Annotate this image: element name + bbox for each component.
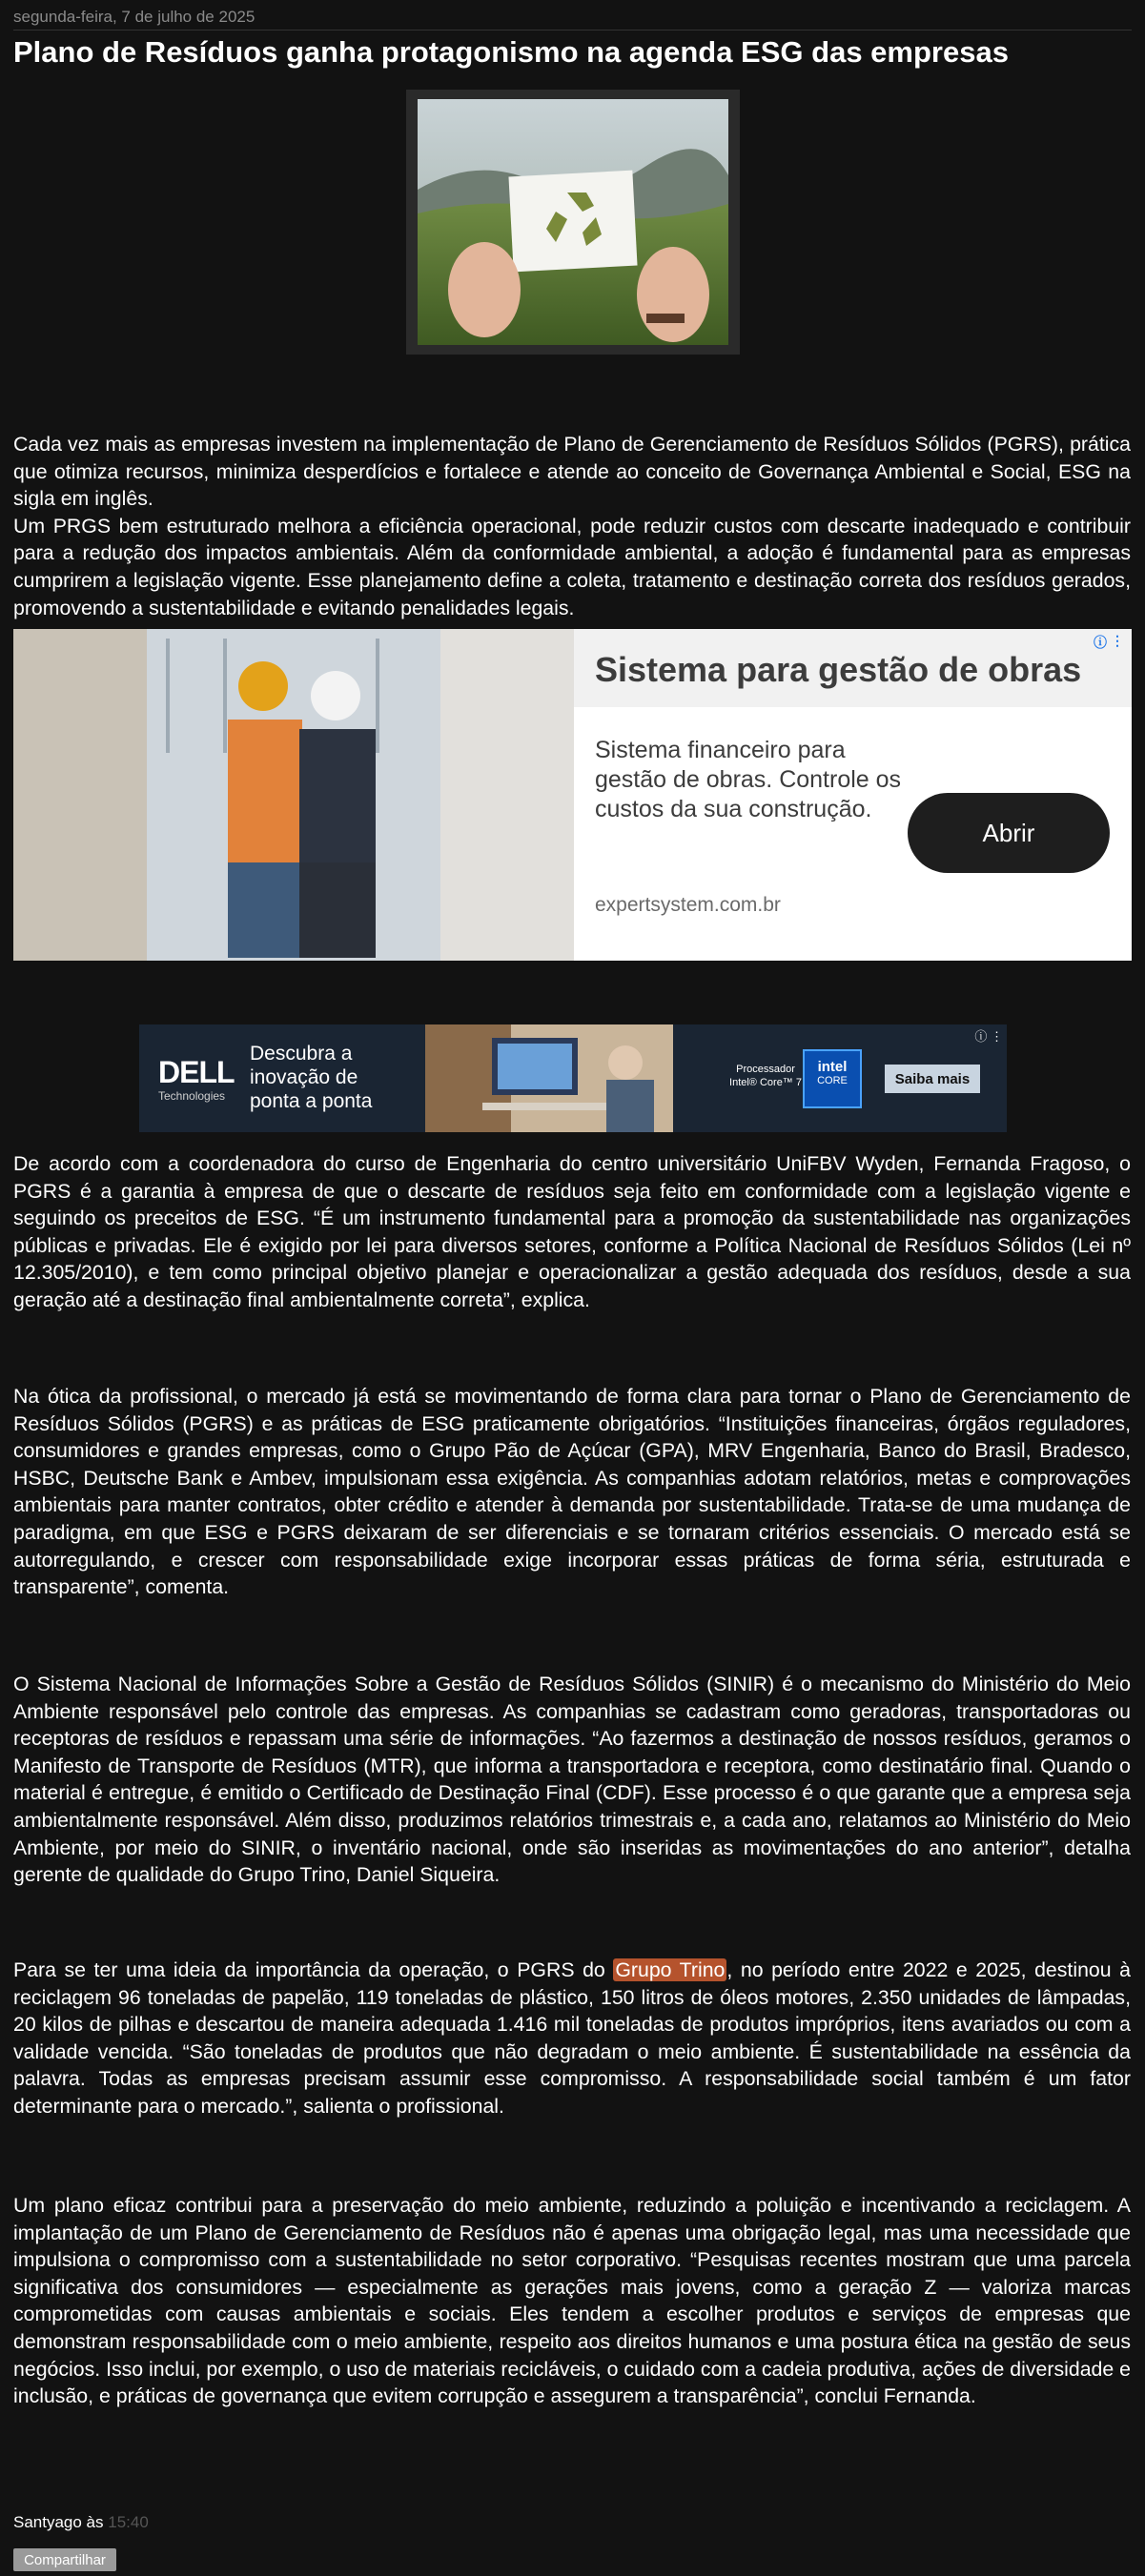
paragraph-text-end: , no período entre 2022 e 2025, destinou à reciclagem 96 toneladas de papelão, 119 toneladas de plástico, 150 litros de óleos motores, 2.350 unidades de lâmpadas, 20 kilos de pilhas e descartou de maneira adequada 1.416 mil toneladas de produtos impróprios, itens avariados ou com a validade vencida. “São toneladas de produtos que não degradam o meio ambiente. É sustentabilidade na essência da palavra. Todas as empresas precisam assumir esse compromisso. A responsabilidade social também é um fator determinante para o mercado.”, salienta o profissional.	[13, 1958, 1131, 2118]
recycling-photo-icon	[418, 99, 728, 345]
post-title: Plano de Resíduos ganha protagonismo na agenda ESG das empresas	[13, 35, 1009, 69]
ad-saiba-mais-button[interactable]: Saiba mais	[885, 1065, 980, 1093]
ad-info-icon[interactable]: ⓘ	[1094, 635, 1107, 650]
paragraph-text-start: Para se ter uma ideia da importância da operação, o PGRS do	[13, 1958, 614, 1981]
ad-menu-icon[interactable]: ⋮	[1111, 633, 1124, 648]
ad-copy: Descubra a inovação de ponta a ponta	[250, 1043, 373, 1112]
ad-choices-icon[interactable]: ⓘ ⋮	[974, 1029, 1003, 1044]
intel-core-badge-icon	[803, 1049, 862, 1108]
ad-headline[interactable]: Sistema para gestão de obras	[595, 650, 1082, 689]
paragraph-text: O Sistema Nacional de Informações Sobre a Gestão de Resíduos Sólidos (SINIR) é o mecanismo do Ministério do Meio Ambiente responsável pelo controle das empresas. As companhias se cadastram como geradoras, transportadoras ou receptoras de resíduos e repassam uma série de informações. “Ao fazermos a destinação de nossos resíduos, geramos o Manifesto de Transporte de Resíduos (MTR), que informa a transportadora e receptora, como destinatário final. Quando o material é entregue, é emitido o Certificado de Destinação Final (CDF). Esse processo é o que garante que a empresa seja ambientalmente responsável. Além disso, produzimos relatórios trimestrais e, a cada ano, relatamos ao Ministério do Meio Ambiente, por meio do SINIR, o inventário nacional, onde são inseridas as movimentações do ano anterior”, detalha gerente de qualidade do Grupo Trino, Daniel Siqueira.	[13, 1673, 1131, 1887]
paragraph-text: De acordo com a coordenadora do curso de Engenharia do centro universitário UniFBV Wyden, Fernanda Fragoso, o PGRS é a garantia à empresa de que o descarte de resíduos seja feito em conformidade com a legislação vigente e seguindo os preceitos de ESG. “É um instrumento fundamental para a promoção da sustentabilidade nas organizações públicas e privadas. Ele é exigido por lei para diversos setores, conforme a Política Nacional de Resíduos Sólidos (Lei nº 12.305/2010), e tem como principal objetivo planejar e operacionalizar a gestão adequada dos resíduos, desde a sua geração até a destinação final ambientalmente correta”, explica.	[13, 1152, 1131, 1311]
ad-banner-dell[interactable]	[139, 1024, 1007, 1132]
post-timestamp-link[interactable]: 15:40	[108, 2513, 149, 2531]
post-footer-author	[13, 2513, 149, 2532]
processor-label: Processador Intel® Core™ 7	[729, 1064, 802, 1088]
paragraph-text: Na ótica da profissional, o mercado já está se movimentando de forma clara para tornar o Plano de Gerenciamento de Resíduos Sólidos (PGRS) e as práticas de ESG praticamente obrigatórios. “Instituições financeiras, órgãos reguladores, consumidores e grandes empresas, como o Grupo Pão de Açúcar (GPA), MRV Engenharia, Banco do Brasil, Bradesco, HSBC, Deutsche Bank e Ambev, impulsionam essa exigência. As companhias adotam relatórios, metas e comprovações ambientais para manter contratos, obter crédito e atender à demanda por sustentabilidade. Trata-se de uma mudança de paradigma, em que ESG e PGRS deixaram de ser diferenciais e se tornaram critérios essenciais. O mercado está se autorregulando, e crescer com responsabilidade exige incorporar essas práticas de forma séria, estruturada e transparente”, comenta.	[13, 1385, 1131, 1599]
intel-logo-text: intel	[817, 1059, 848, 1075]
article-paragraph-3	[13, 1671, 1131, 1889]
share-button[interactable]: Compartilhar	[13, 2548, 116, 2571]
ad-open-button[interactable]: Abrir	[908, 793, 1110, 873]
ad-photo-laptop-user	[425, 1024, 673, 1132]
carousel-indicator[interactable]	[339, 1126, 419, 1132]
ad-photo-engineers	[13, 629, 574, 961]
dell-logo: DELL	[158, 1055, 235, 1089]
dell-logo-subtitle: Technologies	[158, 1089, 226, 1103]
ad-banner-obras[interactable]	[13, 629, 1132, 961]
intro-paragraph-1: Cada vez mais as empresas investem na implementação de Plano de Gerenciamento de Resíduos Sólidos (PGRS), prática que otimiza recursos, minimiza desperdícios e fortalece e atende ao conceito de Governança Ambiental e Social, ESG na sigla em inglês.	[13, 433, 1131, 511]
hero-image-frame	[406, 90, 740, 355]
article-paragraph-1	[13, 1150, 1131, 1314]
ad-url[interactable]: expertsystem.com.br	[595, 894, 781, 916]
author-name: Santyago às	[13, 2513, 109, 2531]
intro-section	[13, 431, 1131, 621]
highlighted-term[interactable]: Grupo Trino	[615, 1958, 726, 1981]
post-date: segunda-feira, 7 de julho de 2025	[13, 8, 256, 26]
paragraph-text	[13, 1957, 1131, 2120]
ad-description: Sistema financeiro para gestão de obras. Controle os custos da sua construção.	[595, 737, 902, 822]
intel-core-text: CORE	[817, 1075, 848, 1086]
article-paragraph-5	[13, 2192, 1131, 2410]
paragraph-text: Um plano eficaz contribui para a preservação do meio ambiente, reduzindo a poluição e incentivando a reciclagem. A implantação de um Plano de Gerenciamento de Resíduos não é apenas uma obrigação legal, mas uma necessidade que impulsiona o compromisso com a sustentabilidade no setor corporativo. “Pesquisas recentes mostram que uma parcela significativa dos consumidores — especialmente as gerações mais jovens, como a geração Z — valoriza marcas comprometidas com causas ambientais e sociais. Eles tendem a escolher produtos e serviços de empresas que demonstram responsabilidade com o meio ambiente, respeito aos direitos humanos e uma postura ética na gestão de seus negócios. Isso inclui, por exemplo, o uso de materiais recicláveis, o cuidado com a cadeia produtiva, ações de diversidade e inclusão, e práticas de governança que evitem corrupção e assegurem a transparência”, conclui Fernanda.	[13, 2194, 1131, 2408]
intro-paragraph-2: Um PRGS bem estruturado melhora a eficiência operacional, pode reduzir custos com descarte inadequado e contribuir para a redução dos impactos ambientais. Além da conformidade ambiental, a adoção é fundamental para as empresas cumprirem a legislação vigente. Esse planejamento define a coleta, tratamento e destinação correta dos resíduos gerados, promovendo a sustentabilidade e evitando penalidades legais.	[13, 514, 1131, 619]
article-paragraph-4	[13, 1957, 1131, 2120]
article-paragraph-2	[13, 1383, 1131, 1601]
hero-image-recycling-sign[interactable]	[418, 99, 728, 345]
